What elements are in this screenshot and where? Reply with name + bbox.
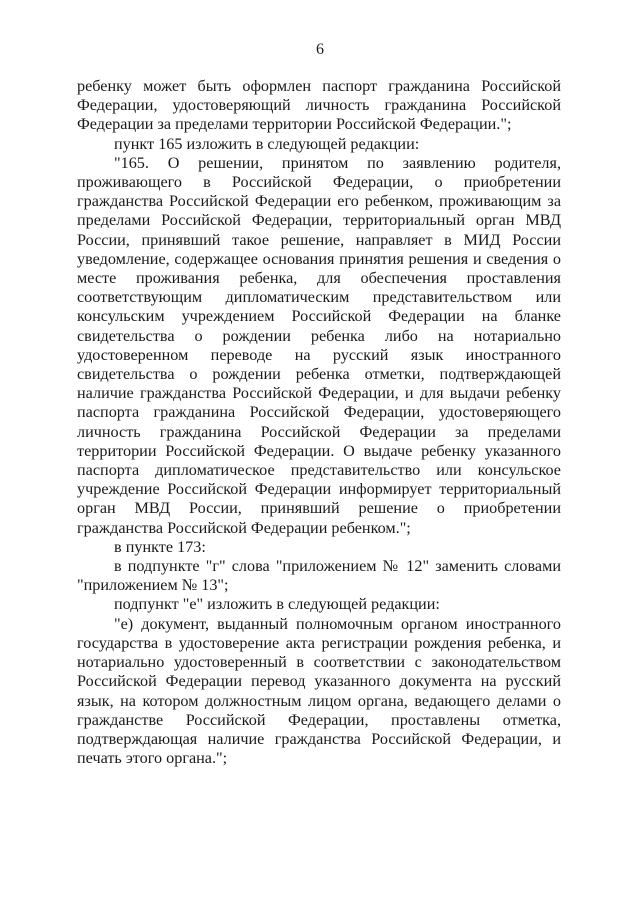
paragraph-subpoint-g: в подпункте "г" слова "приложением № 12" заменить словами "приложением № 13"; [77,557,561,595]
page-number: 6 [316,41,324,58]
paragraph-point-165-text: "165. О решении, принятом по заявлению родителя, проживающего в Российской Федерации, о приобретении гражданства Российской Федерации его ребенком, проживающим за пределами Российской Федерации, территориальный орган МВД России, принявший такое решение, направляет в МИД России уведомление, содержащее основания принятия решения и сведения о месте проживания ребенка, для обеспечения проставления соответствующим дипломатическим представительством или консульским учреждением Российской Федерации на бланке свидетельства о рождении ребенка либо на нотариально удостоверенном переводе на русский язык иностранного свидетельства о рождении ребенка отметки, подтверждающей наличие гражданства Российской Федерации, и для выдачи ребенку паспорта гражданина Российской Федерации, удостоверяющего личность гражданина Российской Федерации за пределами территории Российской Федерации. О выдаче ребенку указанного паспорта дипломатическое представительство или консульское учреждение Российской Федерации информирует территориальный орган МВД России, принявший решение о приобретении гражданства Российской Федерации ребенком."; [77,153,561,537]
paragraph-subpoint-e-text: "е) документ, выданный полномочным органом иностранного государства в удостоверение акта регистрации рождения ребенка, и нотариально удостоверенный в соответствии с законодательством Российской Федерации перевод указанного документа на русский язык, на котором должностным лицом органа, ведающего делами о гражданстве Российской Федерации, проставлены отметка, подтверждающая наличие гражданства Российской Федерации, и печать этого органа."; [77,614,561,768]
document-body [77,77,561,768]
paragraph-point-165-instruction: пункт 165 изложить в следующей редакции: [114,134,420,153]
paragraph-point-173-instruction: в пункте 173: [114,537,206,556]
paragraph-continuation: ребенку может быть оформлен паспорт гражданина Российской Федерации, удостоверяющий личность гражданина Российской Федерации за пределами территории Российской Федерации."; [77,77,561,134]
paragraph-subpoint-e-instruction: подпункт "е" изложить в следующей редакции: [114,595,440,614]
